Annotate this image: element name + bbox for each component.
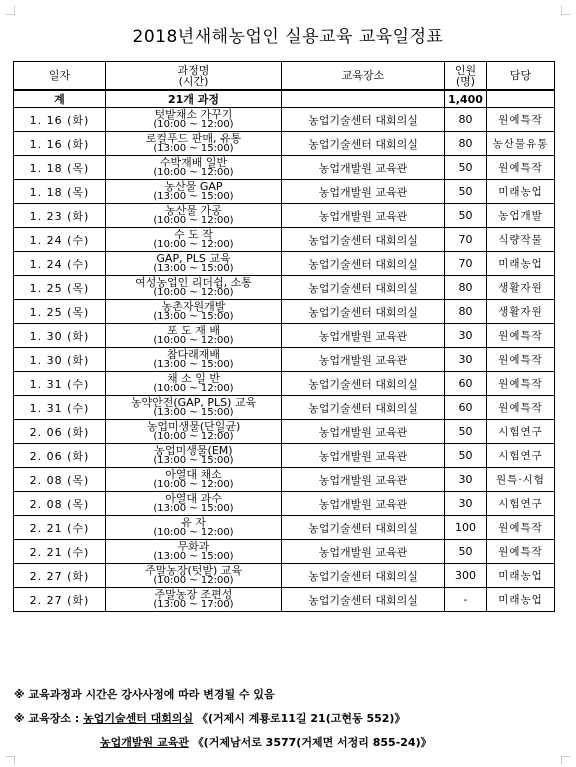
row-date: 1. 18 (목)	[14, 180, 106, 204]
row-date: 1. 30 (화)	[14, 348, 106, 372]
header-dept: 담당	[487, 62, 555, 91]
row-course-time: (13:00 ~ 15:00)	[153, 359, 234, 370]
row-count: 80	[445, 108, 487, 132]
venue2-address: 《(거제남서로 3577(거제면 서정리 855-24)》	[192, 736, 432, 749]
header-count-unit: (명)	[455, 74, 476, 88]
row-course	[106, 540, 282, 564]
row-date: 1. 16 (화)	[14, 108, 106, 132]
note-schedule-change: ※ 교육과정과 시간은 강사사정에 따라 변경될 수 있음	[14, 688, 275, 701]
row-venue: 농업기술센터 대회의실	[282, 588, 445, 612]
row-course	[106, 588, 282, 612]
crop-mark-bottom-right	[561, 756, 570, 765]
row-course-name: 포 도 재 배	[167, 324, 220, 337]
header-count-label: 인원	[454, 63, 477, 77]
row-count: 30	[445, 324, 487, 348]
row-venue: 농업기술센터 대회의실	[282, 108, 445, 132]
total-count: 1,400	[445, 90, 487, 108]
row-venue: 농업개발원 교육관	[282, 180, 445, 204]
row-count: 80	[445, 300, 487, 324]
venue1-name: 농업기술센터 대회의실	[83, 712, 194, 725]
crop-mark-top-right	[561, 6, 570, 15]
row-course-name: 유 자	[181, 516, 206, 529]
row-course-name: 농업미생물(EM)	[154, 444, 233, 457]
row-date: 1. 18 (목)	[14, 156, 106, 180]
row-dept: 원예특작	[487, 372, 555, 396]
page-title: 2018년새해농업인 실용교육 교육일정표	[132, 27, 444, 47]
table-row	[14, 300, 555, 324]
row-course	[106, 276, 282, 300]
row-course	[106, 300, 282, 324]
row-course-time: (13:00 ~ 15:00)	[153, 551, 234, 562]
row-venue: 농업기술센터 대회의실	[282, 300, 445, 324]
row-count: 50	[445, 156, 487, 180]
row-venue: 농업기술센터 대회의실	[282, 276, 445, 300]
table-row	[14, 564, 555, 588]
row-venue: 농업개발원 교육관	[282, 420, 445, 444]
venue1-address: 《(거제시 계룡로11길 21(고현동 552)》	[197, 712, 406, 725]
row-course-time: (10:00 ~ 12:00)	[153, 431, 234, 442]
row-count: 50	[445, 444, 487, 468]
row-course-name: 참다래재배	[166, 348, 221, 361]
row-count: 80	[445, 276, 487, 300]
row-dept: 시험연구	[487, 492, 555, 516]
row-course-time: (10:00 ~ 12:00)	[153, 167, 234, 178]
table-row	[14, 180, 555, 204]
row-course-name: 주말농장 조편성	[154, 588, 233, 601]
row-course-time: (10:00 ~ 12:00)	[153, 335, 234, 346]
row-course-time: (13:00 ~ 17:00)	[153, 599, 234, 610]
row-course	[106, 156, 282, 180]
row-dept: 원예특작	[487, 348, 555, 372]
row-venue: 농업기술센터 대회의실	[282, 516, 445, 540]
table-row	[14, 540, 555, 564]
row-dept: 원예특작	[487, 516, 555, 540]
row-venue: 농업개발원 교육관	[282, 468, 445, 492]
row-dept: 생활자원	[487, 300, 555, 324]
table-row	[14, 396, 555, 420]
row-date: 1. 23 (화)	[14, 204, 106, 228]
total-dept	[487, 90, 555, 108]
row-date: 1. 31 (수)	[14, 396, 106, 420]
row-venue: 농업개발원 교육관	[282, 348, 445, 372]
row-course-name: 아열대 채소	[165, 468, 222, 481]
notes-section	[14, 683, 432, 755]
row-course-time: (13:00 ~ 15:00)	[153, 191, 234, 202]
row-course	[106, 372, 282, 396]
row-venue: 농업기술센터 대회의실	[282, 132, 445, 156]
total-course: 21개 과정	[106, 90, 282, 108]
row-course	[106, 492, 282, 516]
row-course-name: 주말농장(텃밭) 교육	[144, 564, 243, 577]
row-course	[106, 396, 282, 420]
row-venue: 농업기술센터 대회의실	[282, 228, 445, 252]
row-dept: 원예특작	[487, 108, 555, 132]
row-dept: 미래농업	[487, 180, 555, 204]
total-venue	[282, 90, 445, 108]
row-dept: 농산물유통	[487, 132, 555, 156]
row-course	[106, 324, 282, 348]
crop-mark-top-left	[6, 6, 15, 15]
row-course-name: 농업미생물(단일균)	[146, 420, 241, 433]
row-count: 30	[445, 468, 487, 492]
row-course	[106, 180, 282, 204]
table-row	[14, 252, 555, 276]
row-dept: 시험연구	[487, 420, 555, 444]
row-dept: 원특·시험	[487, 468, 555, 492]
table-row	[14, 348, 555, 372]
table-row	[14, 444, 555, 468]
row-course-time: (13:00 ~ 15:00)	[153, 311, 234, 322]
row-dept: 미래농업	[487, 588, 555, 612]
row-venue: 농업기술센터 대회의실	[282, 372, 445, 396]
row-date: 2. 21 (수)	[14, 540, 106, 564]
row-venue: 농업개발원 교육관	[282, 540, 445, 564]
note-venue-prefix: ※ 교육장소 :	[14, 712, 84, 725]
row-course-name: 텃밭채소 가꾸기	[154, 108, 233, 121]
row-venue: 농업개발원 교육관	[282, 492, 445, 516]
venue2-name: 농업개발원 교육관	[100, 736, 189, 749]
row-count: 50	[445, 204, 487, 228]
row-course	[106, 420, 282, 444]
row-count: 60	[445, 396, 487, 420]
row-dept: 원예특작	[487, 324, 555, 348]
row-course	[106, 228, 282, 252]
row-course-name: 무화과	[177, 540, 210, 553]
row-dept: 원예특작	[487, 396, 555, 420]
row-date: 1. 31 (수)	[14, 372, 106, 396]
row-count: 100	[445, 516, 487, 540]
row-count: 70	[445, 228, 487, 252]
row-date: 1. 24 (수)	[14, 252, 106, 276]
row-dept: 미래농업	[487, 564, 555, 588]
row-venue: 농업개발원 교육관	[282, 204, 445, 228]
table-row	[14, 468, 555, 492]
row-venue: 농업기술센터 대회의실	[282, 252, 445, 276]
row-course-time: (10:00 ~ 12:00)	[153, 119, 234, 130]
row-course-name: 농약안전(GAP, PLS) 교육	[130, 396, 257, 409]
table-row	[14, 108, 555, 132]
row-course	[106, 204, 282, 228]
table-row	[14, 492, 555, 516]
row-count: 60	[445, 372, 487, 396]
row-course-name: 수 도 작	[174, 228, 213, 241]
row-course-time: (10:00 ~ 12:00)	[153, 239, 234, 250]
table-row	[14, 372, 555, 396]
row-course-time: (13:00 ~ 15:00)	[153, 143, 234, 154]
row-dept: 미래농업	[487, 252, 555, 276]
header-count	[445, 62, 487, 91]
row-course-name: 여성농업인 리더쉽, 소통	[135, 276, 252, 289]
row-course	[106, 564, 282, 588]
crop-mark-bottom-left	[6, 756, 15, 765]
row-course-time: (10:00 ~ 12:00)	[153, 215, 234, 226]
header-venue: 교육장소	[282, 62, 445, 91]
row-dept: 원예특작	[487, 540, 555, 564]
row-date: 1. 25 (목)	[14, 276, 106, 300]
row-course-name: 아열대 과수	[165, 492, 222, 505]
note-venue2-line	[14, 731, 432, 755]
row-course	[106, 516, 282, 540]
row-count: 300	[445, 564, 487, 588]
table-row	[14, 276, 555, 300]
row-course-name: 로컬푸드 판매, 유통	[145, 132, 242, 145]
table-row	[14, 516, 555, 540]
total-row	[14, 90, 555, 108]
row-date: 2. 27 (화)	[14, 588, 106, 612]
row-date: 2. 06 (화)	[14, 444, 106, 468]
row-count: 80	[445, 132, 487, 156]
row-course	[106, 444, 282, 468]
row-course-name: GAP, PLS 교육	[156, 252, 231, 265]
row-course-time: (13:00 ~ 15:00)	[153, 455, 234, 466]
row-date: 2. 21 (수)	[14, 516, 106, 540]
row-date: 1. 16 (화)	[14, 132, 106, 156]
row-date: 2. 08 (목)	[14, 468, 106, 492]
row-venue: 농업개발원 교육관	[282, 324, 445, 348]
row-venue: 농업개발원 교육관	[282, 444, 445, 468]
header-course	[106, 62, 282, 91]
row-course-name: 농산물 가공	[165, 204, 222, 217]
row-dept: 원예특작	[487, 156, 555, 180]
table-row	[14, 204, 555, 228]
row-count: -	[445, 588, 487, 612]
row-course	[106, 468, 282, 492]
row-date: 2. 08 (목)	[14, 492, 106, 516]
row-dept: 식량작물	[487, 228, 555, 252]
row-course-name: 수박재배 일반	[159, 156, 228, 169]
note-venue-line	[14, 707, 432, 731]
row-count: 30	[445, 492, 487, 516]
header-course-time-label: (시간)	[178, 74, 209, 88]
table-header-row	[14, 62, 555, 91]
row-course-time: (10:00 ~ 12:00)	[153, 527, 234, 538]
table-row	[14, 156, 555, 180]
table-row	[14, 324, 555, 348]
row-course-time: (13:00 ~ 15:00)	[153, 263, 234, 274]
row-course	[106, 348, 282, 372]
row-course-time: (13:00 ~ 15:00)	[153, 407, 234, 418]
row-date: 1. 30 (화)	[14, 324, 106, 348]
header-course-label: 과정명	[177, 63, 210, 77]
row-count: 30	[445, 348, 487, 372]
table-row	[14, 588, 555, 612]
row-count: 50	[445, 420, 487, 444]
row-date: 2. 27 (화)	[14, 564, 106, 588]
row-dept: 시험연구	[487, 444, 555, 468]
row-course-name: 농산물 GAP	[164, 180, 223, 193]
table-row	[14, 228, 555, 252]
row-count: 50	[445, 540, 487, 564]
row-dept: 농업개발	[487, 204, 555, 228]
row-course-name: 채 소 일 반	[167, 372, 220, 385]
row-course	[106, 132, 282, 156]
row-date: 1. 24 (수)	[14, 228, 106, 252]
header-date: 일자	[14, 62, 106, 91]
row-date: 1. 25 (목)	[14, 300, 106, 324]
row-course-time: (10:00 ~ 12:00)	[153, 479, 234, 490]
table-row	[14, 420, 555, 444]
row-course	[106, 108, 282, 132]
row-count: 70	[445, 252, 487, 276]
row-course-name: 농촌자원개발	[161, 300, 226, 313]
row-date: 2. 06 (화)	[14, 420, 106, 444]
schedule-table	[13, 61, 555, 612]
row-course-time: (10:00 ~ 12:00)	[153, 383, 234, 394]
total-label: 계	[14, 90, 106, 108]
row-course-time: (10:00 ~ 12:00)	[153, 287, 234, 298]
row-venue: 농업기술센터 대회의실	[282, 396, 445, 420]
row-dept: 생활자원	[487, 276, 555, 300]
table-row	[14, 132, 555, 156]
row-course	[106, 252, 282, 276]
row-venue: 농업기술센터 대회의실	[282, 564, 445, 588]
row-venue: 농업개발원 교육관	[282, 156, 445, 180]
row-course-time: (10:00 ~ 12:00)	[153, 575, 234, 586]
row-count: 50	[445, 180, 487, 204]
row-course-time: (13:00 ~ 15:00)	[153, 503, 234, 514]
